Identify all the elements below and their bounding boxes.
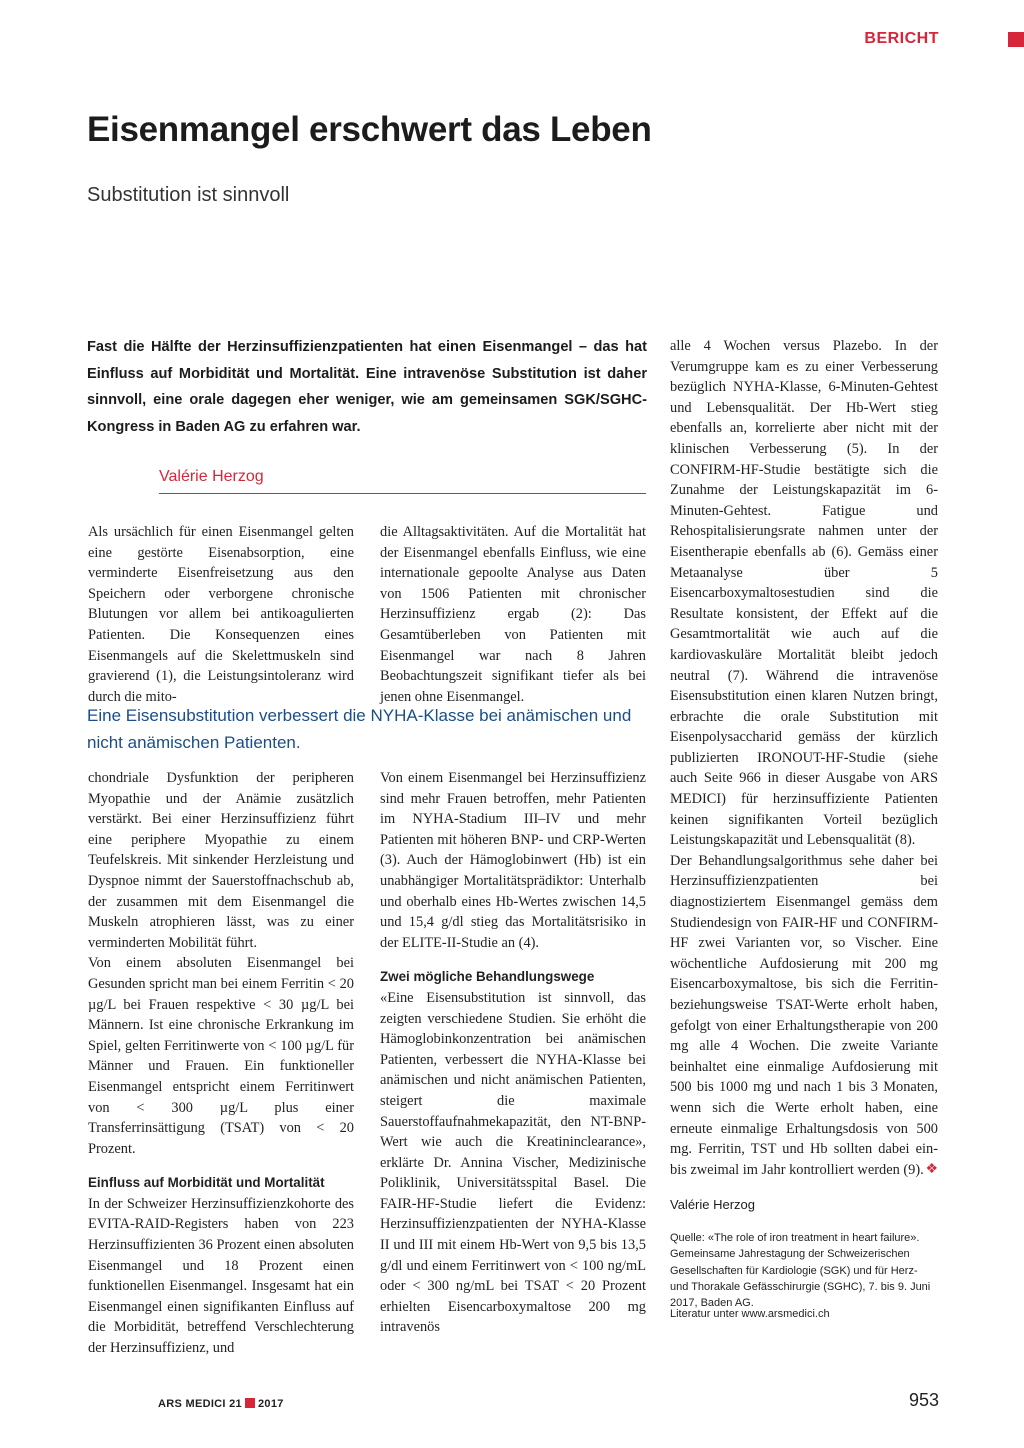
- author-signature: Valérie Herzog: [670, 1197, 756, 1212]
- body-paragraph: alle 4 Wochen versus Plazebo. In der Verumgruppe kam es zu einer Verbesserung bezüglich NYHA-Klasse, 6-Minuten-Gehtest und Lebensqualität. Der Hb-Wert stieg ebenfalls an, korrelierte aber nicht mit der klinischen Verbesserung (5). In der CONFIRM-HF-Studie bestätigte sich die Zunahme der Leistungskapazität im 6-Minuten-Gehtest. Fatigue und Rehospitalisierungsrate nahmen unter der Eisentherapie ebenfalls ab (6). Gemäss einer Metaanalyse über 5 Eisencarboxymaltosestudien sind die Resultate konsistent, der Effekt auf die Gesamtmortalität wie auch auf die kardiovaskuläre Mortalität bleibt jedoch neutral (7). Während die intravenöse Eisensubstitution einen klaren Nutzen bringt, erbrachte die orale Substitution mit Eisenpolysaccharid gemäss der kürzlich publizierten IRONOUT-HF-Studie (siehe auch Seite 966 in dieser Ausgabe von ARS MEDICI) für herzinsuffiziente Patienten keinen signifikanten Vorteil bezüglich Leistungskapazität und Lebensqualität (8).: [670, 338, 938, 849]
- section-marker-square: [1008, 32, 1024, 47]
- article-lead: Fast die Hälfte der Herzinsuffizienzpatienten hat einen Eisenmangel – das hat Einfluss auf Morbidität und Mortalität. Eine intravenöse Substitution ist daher sinnvoll, eine orale dagegen eher weniger, wie am gemeinsamen SGK/SGHC-Kongress in Baden AG zu erfahren war.: [87, 339, 647, 435]
- body-column-1-bottom: [88, 768, 354, 1359]
- author-divider: [159, 493, 646, 494]
- body-paragraph: die Alltagsaktivitäten. Auf die Mortalität hat der Eisenmangel ebenfalls Einfluss, wie eine internationale gepoolte Analyse aus Daten von 1506 Patienten mit chronischer Herzinsuffizienz ergab (2): Das Gesamtüberleben von Patienten mit Eisenmangel war nach 8 Jahren Beobachtungszeit signifikant tiefer als bei jenen ohne Eisenmangel.: [380, 524, 646, 705]
- article-title: Eisenmangel erschwert das Leben: [87, 110, 652, 149]
- body-paragraph: Von einem Eisenmangel bei Herzinsuffizienz sind mehr Frauen betroffen, mehr Patienten im NYHA-Stadium III–IV und mehr Patienten mit höheren BNP- und CRP-Werten (3). Auch der Hämoglobinwert (Hb) ist ein unabhängiger Mortalitätsprädiktor: Unterhalb und oberhalb eines Hb-Wertes zwischen 14,5 und 15,4 g/dl stieg das Mortalitätsrisiko in der ELITE-II-Studie an (4).: [380, 770, 646, 951]
- body-column-3: [670, 336, 938, 1180]
- journal-year: 2017: [257, 1398, 284, 1410]
- body-paragraph: Als ursächlich für einen Eisenmangel gelten eine gestörte Eisenabsorption, eine verminderte Eisenfreisetzung aus den Speichern oder verborgene chronische Blutungen vor allem bei antikoagulierten Patienten. Die Konsequenzen eines Eisenmangels auf die Skelettmuskeln sind gravierend (1), die Leistungsintoleranz wird durch die mito-: [88, 524, 354, 705]
- section-heading: Zwei mögliche Behandlungswege: [380, 969, 595, 985]
- body-column-1-top: [88, 522, 354, 707]
- source-note: Quelle: «The role of iron treatment in heart failure». Gemeinsame Jahrestagung der Schweizerischen Gesellschaften für Kardiologie (SGK) und für Herz- und Thorakale Gefässchirurgie (SGHC), 7. bis 9. Juni 2017, Baden AG.: [670, 1232, 931, 1310]
- body-column-2-top: [380, 522, 646, 707]
- body-paragraph: [670, 851, 938, 1181]
- pull-quote: Eine Eisensubstitution verbessert die NYHA-Klasse bei anämischen und nicht anämischen Patienten.: [87, 706, 632, 752]
- footer-journal: [158, 1398, 284, 1410]
- article-subtitle: Substitution ist sinnvoll: [87, 184, 290, 206]
- section-label: BERICHT: [864, 30, 939, 47]
- body-text: Der Behandlungsalgorithmus sehe daher bei Herzinsuffizienzpatienten bei diagnostiziertem Eisenmangel gemäss dem Studiendesign von FAIR-HF und CONFIRM-HF zwei Varianten vor, so Vischer. Eine wöchentliche Aufdosierung mit 200 mg Eisencarboxymaltose, bis sich die Ferritin- beziehungsweise TSAT-Werte erholt haben, gefolgt von einer Erhaltungstherapie von 200 mg alle 4 Wochen. Die zweite Variante beinhaltet eine einmalige Aufdosierung mit 500 bis 1000 mg und nach 1 bis 3 Monaten, wenn sich die Werte erholt haben, eine erneute einmalige Erhaltungsdosis von 500 mg. Ferritin, TST und Hb sollten dabei ein- bis zweimal im Jahr kontrolliert werden (9).: [670, 852, 938, 1178]
- footer-square-icon: [245, 1398, 255, 1408]
- body-paragraph: «Eine Eisensubstitution ist sinnvoll, das zeigten verschiedene Studien. Sie erhöht die Hämoglobinkonzentration bei anämischen Patienten, verbessert die NYHA-Klasse bei anämischen und nicht anämischen Patienten, steigert die maximale Sauerstoffaufnahmekapazität, den NT-BNP-Wert wie auch die Kreatininclearance», erklärte Dr. Annina Vischer, Medizinische Poliklinik, Universitätsspital Basel. Die FAIR-HF-Studie liefert die Evidenz: Herzinsuffizienzpatienten der NYHA-Klasse II und III mit einem Hb-Wert von 9,5 bis 13,5 g/dl und einem Ferritinwert von < 100 ng/mL oder < 300 ng/mL bei TSAT < 20 Prozent erhielten Eisencarboxymaltose 200 mg intravenös: [380, 989, 646, 1336]
- body-paragraph: chondriale Dysfunktion der peripheren Myopathie und der Anämie zusätzlich verstärkt. Bei einer Herzinsuffizienz führt eine periphere Myopathie zu einem Teufelskreis. Mit sinkender Herzleistung und Dyspnoe nimmt der Sauerstoffnachschub ab, der zusammen mit dem Eisenmangel die Muskeln atrophieren lässt, was zu einer verminderten Mobilität führt.: [88, 770, 354, 951]
- literature-note: Literatur unter www.arsmedici.ch: [670, 1308, 830, 1320]
- body-column-2-bottom: [380, 768, 646, 1338]
- body-paragraph: Von einem absoluten Eisenmangel bei Gesunden spricht man bei einem Ferritin < 20 µg/L bei Frauen respektive < 30 µg/L bei Männern. Ist eine chronische Erkrankung im Spiel, gelten Ferritinwerte von < 100 µg/L für Männer und Frauen. Ein funktioneller Eisenmangel entspricht einem Ferritinwert von < 300 µg/L plus einer Transferrinsättigung (TSAT) von < 20 Prozent.: [88, 955, 354, 1157]
- journal-issue: ARS MEDICI 21: [158, 1398, 242, 1410]
- end-mark-icon: ❖: [925, 1161, 938, 1177]
- body-paragraph: In der Schweizer Herzinsuffizienzkohorte des EVITA-RAID-Registers haben von 223 Herzinsuffizienten 36 Prozent einen absoluten Eisenmangel und 18 Prozent einen funktionellen Eisenmangel. Insgesamt hat ein Eisenmangel einen signifikanten Einfluss auf die Morbidität, betreffend Verschlechterung der Herzinsuffizienz, und: [88, 1195, 354, 1357]
- author-byline: Valérie Herzog: [159, 468, 264, 485]
- section-heading: Einfluss auf Morbidität und Mortalität: [88, 1175, 325, 1191]
- page-number: 953: [908, 1390, 939, 1410]
